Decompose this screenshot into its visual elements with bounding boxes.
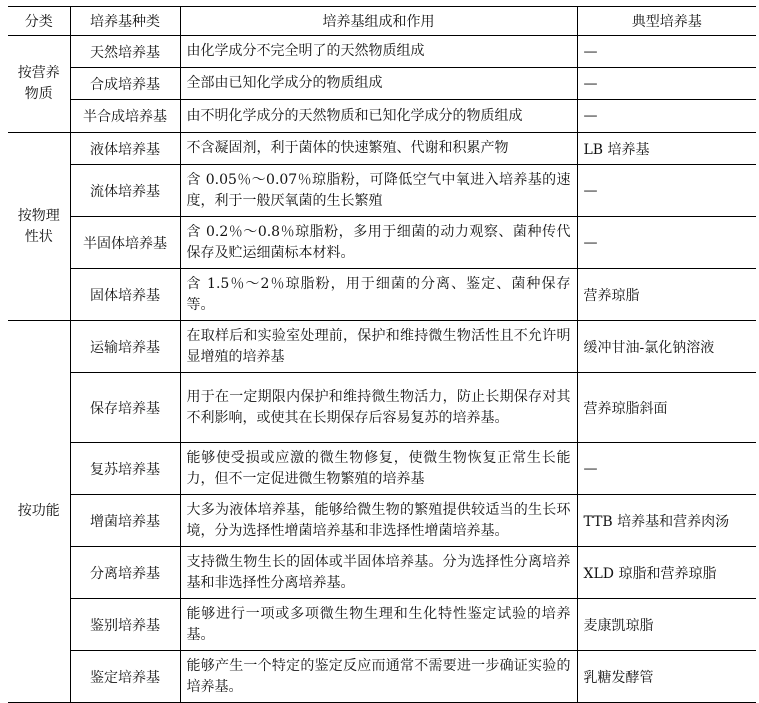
category-physical: 按物理性状 [8, 133, 70, 321]
table-row [8, 217, 756, 269]
medium-example: XLD 琼脂和营养琼脂 [577, 547, 756, 599]
table-row [8, 133, 756, 165]
table-row [8, 443, 756, 495]
table-row [8, 373, 756, 443]
table-row [8, 547, 756, 599]
medium-example: 缓冲甘油-氯化钠溶液 [577, 321, 756, 373]
table-row [8, 599, 756, 651]
header-row [8, 7, 756, 36]
medium-description: 能够产生一个特定的鉴定反应而通常不需要进一步确证实验的培养基。 [180, 651, 577, 703]
medium-example: 营养琼脂 [577, 269, 756, 321]
medium-type: 半固体培养基 [70, 217, 180, 269]
medium-type: 保存培养基 [70, 373, 180, 443]
medium-description: 含 0.2％～0.8％琼脂粉，多用于细菌的动力观察、菌种传代保存及贮运细菌标本材料。 [180, 217, 577, 269]
header-category: 分类 [8, 7, 70, 36]
table-row [8, 36, 756, 68]
medium-example: — [577, 217, 756, 269]
table-row [8, 269, 756, 321]
category-nutrition: 按营养物质 [8, 36, 70, 133]
medium-type: 分离培养基 [70, 547, 180, 599]
medium-description: 由不明化学成分的天然物质和已知化学成分的物质组成 [180, 100, 577, 133]
medium-example: TTB 培养基和营养肉汤 [577, 495, 756, 547]
medium-description: 不含凝固剂，利于菌体的快速繁殖、代谢和积累产物 [180, 133, 577, 165]
medium-type: 运输培养基 [70, 321, 180, 373]
table-row [8, 321, 756, 373]
medium-description: 支持微生物生长的固体或半固体培养基。分为选择性分离培养基和非选择性分离培养基。 [180, 547, 577, 599]
table-row [8, 165, 756, 217]
medium-type: 合成培养基 [70, 68, 180, 100]
medium-description: 含 1.5％～2％琼脂粉，用于细菌的分离、鉴定、菌种保存等。 [180, 269, 577, 321]
medium-type: 半合成培养基 [70, 100, 180, 133]
table-row [8, 651, 756, 703]
medium-example: 营养琼脂斜面 [577, 373, 756, 443]
medium-type: 鉴定培养基 [70, 651, 180, 703]
medium-type: 液体培养基 [70, 133, 180, 165]
medium-example: 麦康凯琼脂 [577, 599, 756, 651]
medium-type: 复苏培养基 [70, 443, 180, 495]
table-row [8, 495, 756, 547]
header-description: 培养基组成和作用 [180, 7, 577, 36]
medium-description: 全部由已知化学成分的物质组成 [180, 68, 577, 100]
medium-description: 在取样后和实验室处理前，保护和维持微生物活性且不允许明显增殖的培养基 [180, 321, 577, 373]
medium-type: 天然培养基 [70, 36, 180, 68]
medium-type: 固体培养基 [70, 269, 180, 321]
medium-table [8, 6, 756, 703]
medium-type: 鉴别培养基 [70, 599, 180, 651]
medium-description: 能够进行一项或多项微生物生理和生化特性鉴定试验的培养基。 [180, 599, 577, 651]
medium-description: 由化学成分不完全明了的天然物质组成 [180, 36, 577, 68]
medium-description: 用于在一定期限内保护和维持微生物活力，防止长期保存对其不利影响，或使其在长期保存后容易复苏的培养基。 [180, 373, 577, 443]
medium-description: 大多为液体培养基，能够给微生物的繁殖提供较适当的生长环境，分为选择性增菌培养基和非选择性增菌培养基。 [180, 495, 577, 547]
medium-example: — [577, 36, 756, 68]
table-row [8, 100, 756, 133]
medium-description: 含 0.05％～0.07％琼脂粉，可降低空气中氧进入培养基的速度，利于一般厌氧菌的生长繁殖 [180, 165, 577, 217]
medium-type: 流体培养基 [70, 165, 180, 217]
medium-example: — [577, 100, 756, 133]
header-example: 典型培养基 [577, 7, 756, 36]
medium-example: — [577, 68, 756, 100]
header-type: 培养基种类 [70, 7, 180, 36]
medium-type: 增菌培养基 [70, 495, 180, 547]
category-function: 按功能 [8, 321, 70, 703]
medium-example: — [577, 165, 756, 217]
medium-example: LB 培养基 [577, 133, 756, 165]
table-row [8, 68, 756, 100]
medium-example: — [577, 443, 756, 495]
medium-example: 乳糖发酵管 [577, 651, 756, 703]
medium-description: 能够使受损或应激的微生物修复，使微生物恢复正常生长能力，但不一定促进微生物繁殖的培养基 [180, 443, 577, 495]
